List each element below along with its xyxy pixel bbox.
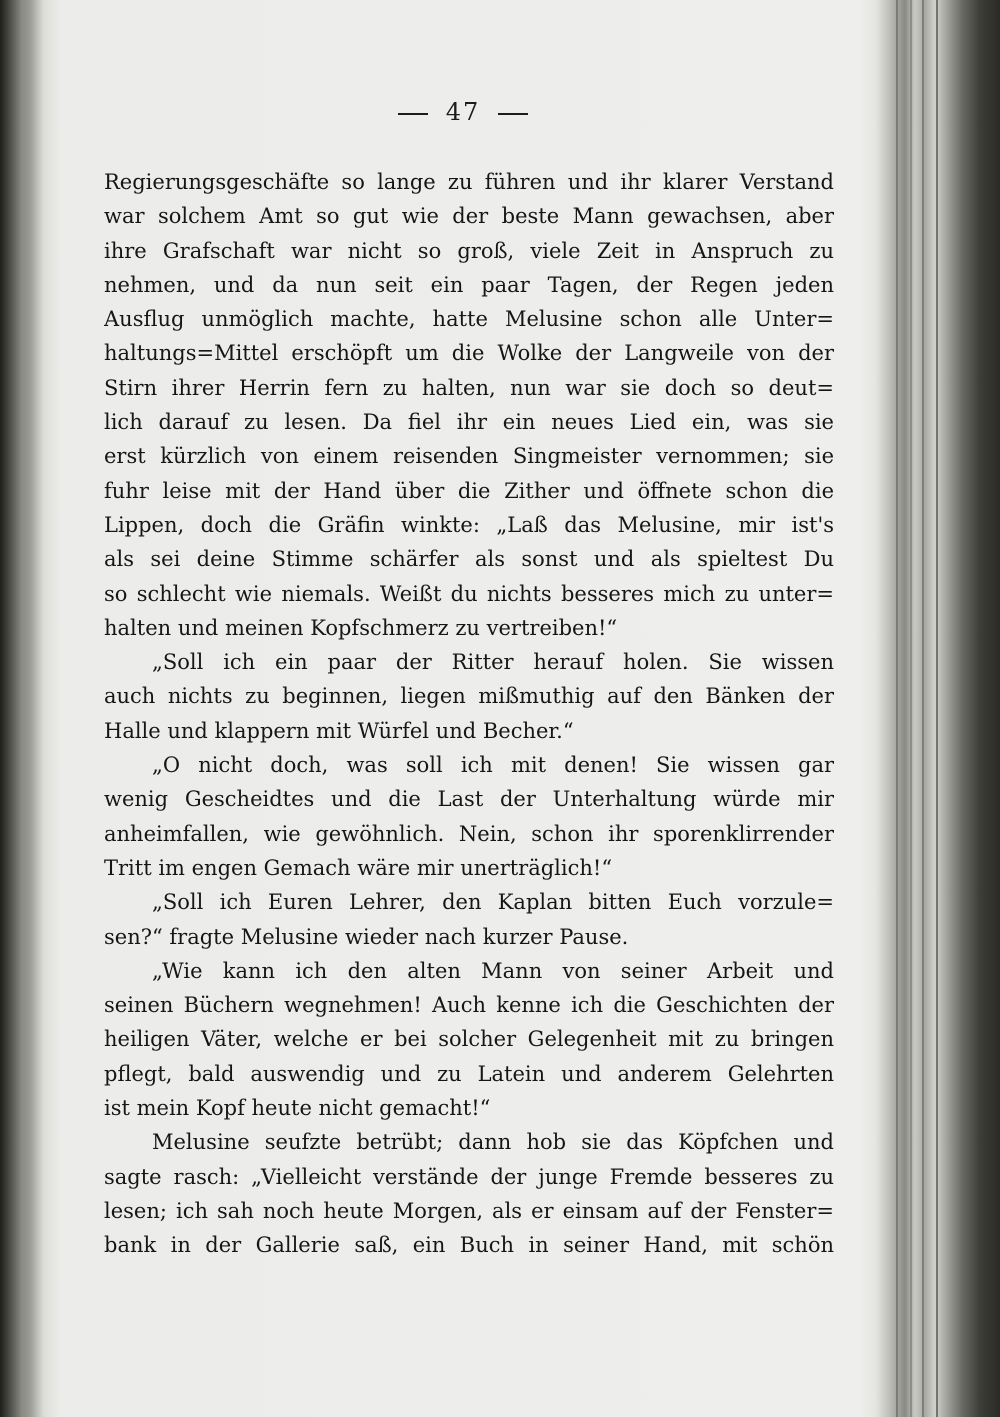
text-line: ihre Grafschaft war nicht so groß, viele Zeit in Anspruch zu — [104, 238, 834, 263]
text-line: fuhr leise mit der Hand über die Zither und öffnete schon die — [104, 478, 834, 503]
page-edge-line — [896, 0, 898, 1417]
text-line: halten und meinen Kopfschmerz zu vertreiben!“ — [104, 615, 618, 640]
text-line: erst kürzlich von einem reisenden Singmeister vernommen; sie — [104, 444, 834, 469]
text-line: seinen Büchern wegnehmen! Auch kenne ich die Geschichten der — [104, 993, 834, 1018]
text-line: so schlecht wie niemals. Weißt du nichts besseres mich zu unter= — [104, 581, 834, 606]
text-line: war solchem Amt so gut wie der beste Mann gewachsen, aber — [104, 204, 834, 229]
text-line: bank in der Gallerie saß, ein Buch in seiner Hand, mit schön — [104, 1233, 834, 1258]
text-line: sen?“ fragte Melusine wieder nach kurzer Pause. — [104, 924, 629, 949]
text-line: „Soll ich Euren Lehrer, den Kaplan bitten Euch vorzule= — [152, 890, 834, 915]
text-line: lesen; ich sah noch heute Morgen, als er einsam auf der Fenster= — [104, 1198, 834, 1223]
text-line: sagte rasch: „Vielleicht verstände der junge Fremde besseres zu — [104, 1164, 834, 1189]
text-line: heiligen Väter, welche er bei solcher Gelegenheit mit zu bringen — [104, 1027, 834, 1052]
text-line: Regierungsgeschäfte so lange zu führen und ihr klarer Verstand — [104, 170, 834, 194]
text-line: Tritt im engen Gemach wäre mir unerträglich!“ — [104, 855, 613, 880]
text-line: pflegt, bald auswendig und zu Latein und anderem Gelehrten — [104, 1061, 834, 1086]
binding-gutter-shadow — [0, 0, 44, 1417]
text-line: Ausflug unmöglich machte, hatte Melusine schon alle Unter= — [104, 307, 834, 332]
folio-dash-left — [398, 113, 428, 115]
text-line: Melusine seufzte betrübt; dann hob sie das Köpfchen und — [152, 1130, 834, 1155]
text-line: „O nicht doch, was soll ich mit denen! Sie wissen gar — [152, 753, 834, 778]
text-line: Halle und klappern mit Würfel und Becher.“ — [104, 718, 574, 743]
page-edge-line — [922, 0, 924, 1417]
page-edge-line — [910, 0, 912, 1417]
text-line: lich darauf zu lesen. Da fiel ihr ein neues Lied ein, was sie — [104, 410, 834, 435]
text-line: ist mein Kopf heute nicht gemacht!“ — [104, 1096, 491, 1121]
text-line: haltungs=Mittel erschöpft um die Wolke der Langweile von der — [104, 341, 834, 366]
folio-dash-right — [498, 113, 528, 115]
body-text — [104, 165, 834, 1263]
text-line: „Soll ich ein paar der Ritter herauf holen. Sie wissen — [152, 650, 834, 675]
text-line: auch nichts zu beginnen, liegen mißmuthig auf den Bänken der — [104, 684, 834, 709]
text-line: Stirn ihrer Herrin fern zu halten, nun war sie doch so deut= — [104, 375, 834, 400]
page-number — [40, 98, 886, 126]
text-line: „Wie kann ich den alten Mann von seiner Arbeit und — [152, 958, 834, 983]
book-page — [40, 0, 886, 1417]
text-line: als sei deine Stimme schärfer als sonst und als spieltest Du — [104, 547, 834, 572]
text-line: Lippen, doch die Gräfin winkte: „Laß das Melusine, mir ist's — [104, 512, 834, 537]
page-edge-line — [936, 0, 938, 1417]
text-line: anheimfallen, wie gewöhnlich. Nein, schon ihr sporenklirrender — [104, 821, 834, 846]
page-number-value: 47 — [445, 98, 481, 126]
text-line: nehmen, und da nun seit ein paar Tagen, der Regen jeden — [104, 272, 834, 297]
text-line: wenig Gescheidtes und die Last der Unterhaltung würde mir — [104, 787, 834, 812]
